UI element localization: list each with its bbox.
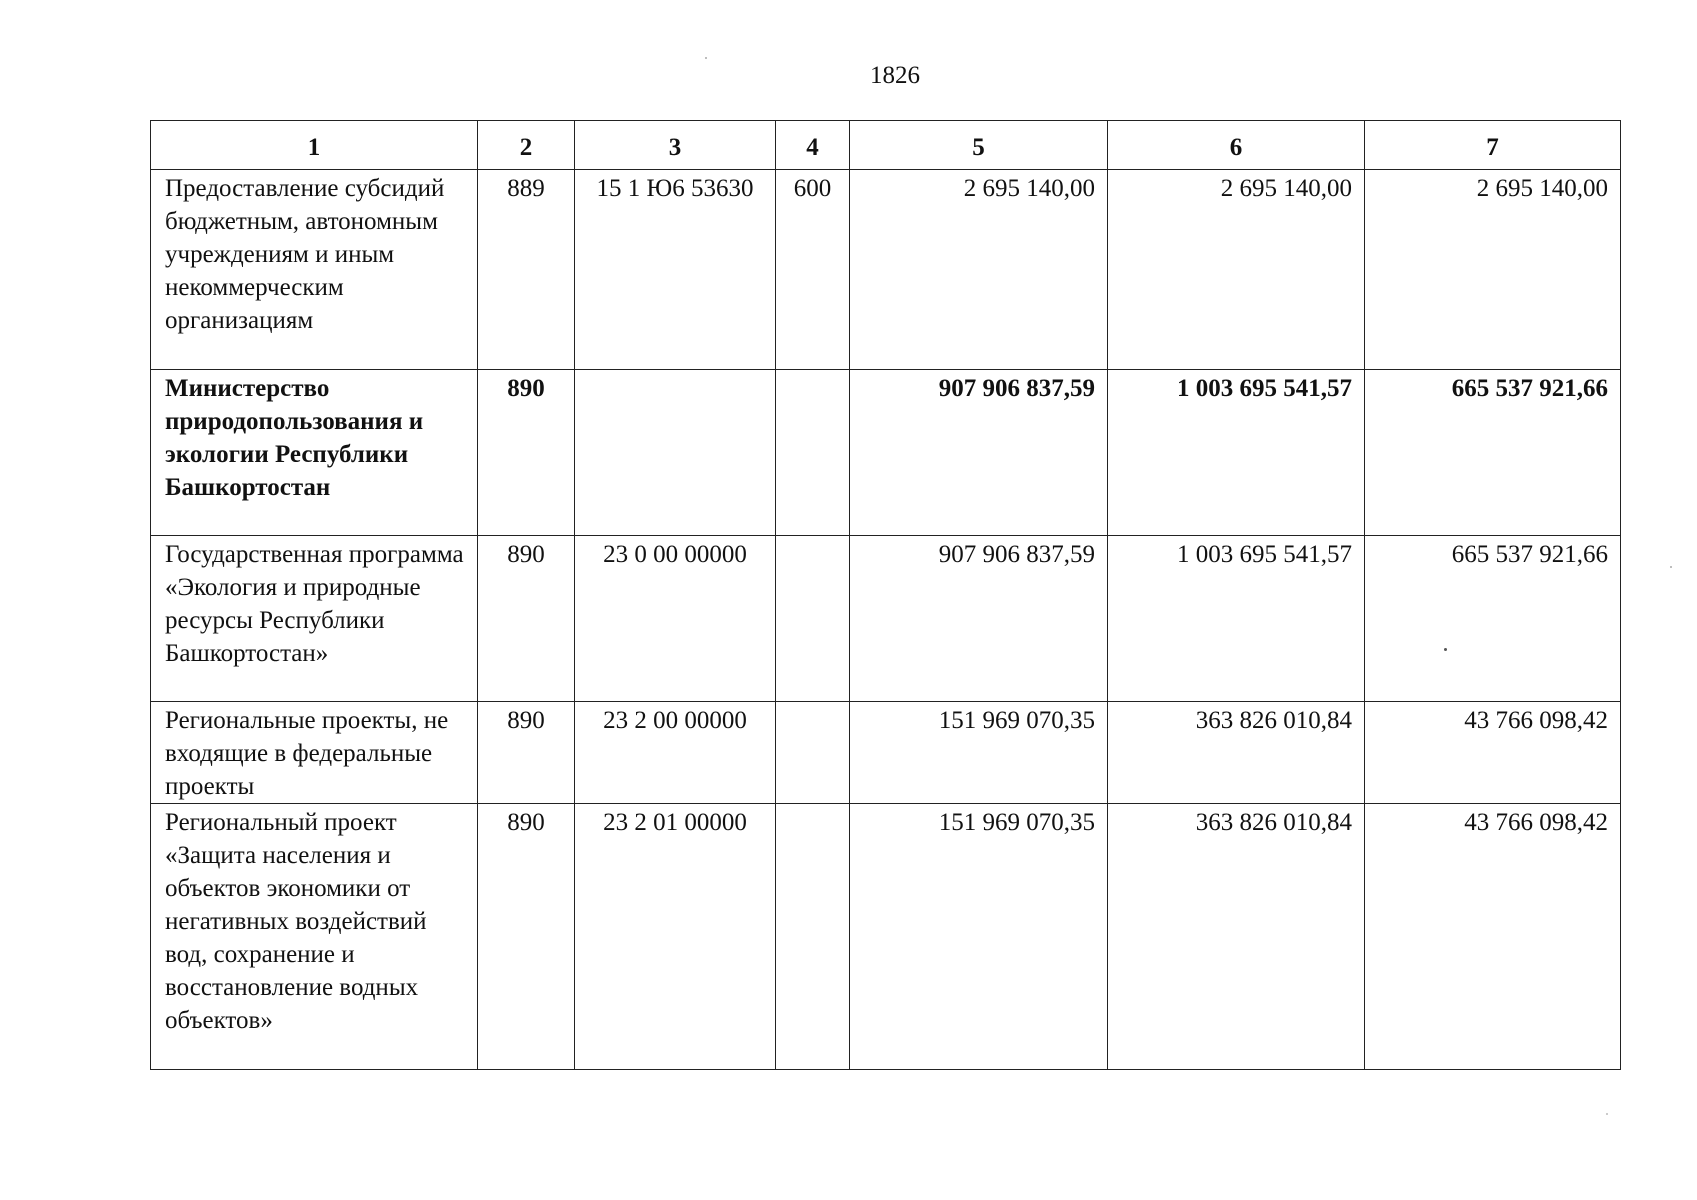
row-type: 600 (776, 170, 850, 370)
row-code: 890 (478, 804, 575, 1070)
row-value-5: 151 969 070,35 (850, 804, 1108, 1070)
row-target: 23 2 00 00000 (575, 702, 776, 804)
row-code: 890 (478, 702, 575, 804)
row-type (776, 702, 850, 804)
row-code: 890 (478, 536, 575, 702)
scan-speck (1444, 648, 1447, 651)
row-value-6: 1 003 695 541,57 (1108, 536, 1365, 702)
header-col-4: 4 (776, 121, 850, 170)
table-body (151, 170, 1621, 1070)
scan-speck (1670, 566, 1672, 568)
row-value-5: 151 969 070,35 (850, 702, 1108, 804)
table-row (151, 536, 1621, 702)
row-value-7: 2 695 140,00 (1365, 170, 1621, 370)
row-code: 889 (478, 170, 575, 370)
row-name: Региональные проекты, не входящие в федеральные проекты (151, 702, 478, 804)
row-target: 23 0 00 00000 (575, 536, 776, 702)
header-col-1: 1 (151, 121, 478, 170)
row-value-7: 43 766 098,42 (1365, 804, 1621, 1070)
row-type (776, 370, 850, 536)
row-name: Министерство природопользования и экологии Республики Башкортостан (151, 370, 478, 536)
row-value-7: 43 766 098,42 (1365, 702, 1621, 804)
row-type (776, 536, 850, 702)
row-name: Предоставление субсидий бюджетным, автономным учреждениям и иным некоммерческим организациям (151, 170, 478, 370)
table-row (151, 702, 1621, 804)
row-value-6: 363 826 010,84 (1108, 804, 1365, 1070)
row-type (776, 804, 850, 1070)
row-value-6: 1 003 695 541,57 (1108, 370, 1365, 536)
header-row (151, 121, 1621, 170)
header-col-6: 6 (1108, 121, 1365, 170)
row-code: 890 (478, 370, 575, 536)
header-col-5: 5 (850, 121, 1108, 170)
row-value-5: 907 906 837,59 (850, 370, 1108, 536)
header-col-7: 7 (1365, 121, 1621, 170)
scan-speck (705, 57, 707, 59)
row-value-5: 907 906 837,59 (850, 536, 1108, 702)
row-target: 15 1 Ю6 53630 (575, 170, 776, 370)
table-row (151, 170, 1621, 370)
row-value-5: 2 695 140,00 (850, 170, 1108, 370)
header-col-3: 3 (575, 121, 776, 170)
table-row (151, 804, 1621, 1070)
table-header (151, 121, 1621, 170)
table-row (151, 370, 1621, 536)
scan-speck (1606, 1113, 1608, 1115)
row-value-6: 2 695 140,00 (1108, 170, 1365, 370)
row-value-7: 665 537 921,66 (1365, 536, 1621, 702)
row-value-7: 665 537 921,66 (1365, 370, 1621, 536)
row-name: Государственная программа «Экология и природные ресурсы Республики Башкортостан» (151, 536, 478, 702)
header-col-2: 2 (478, 121, 575, 170)
row-name: Региональный проект «Защита населения и объектов экономики от негативных воздействий вод, сохранение и восстановление водных объектов» (151, 804, 478, 1070)
budget-table (150, 120, 1621, 1070)
row-target: 23 2 01 00000 (575, 804, 776, 1070)
row-value-6: 363 826 010,84 (1108, 702, 1365, 804)
row-target (575, 370, 776, 536)
page-number: 1826 (870, 62, 920, 89)
